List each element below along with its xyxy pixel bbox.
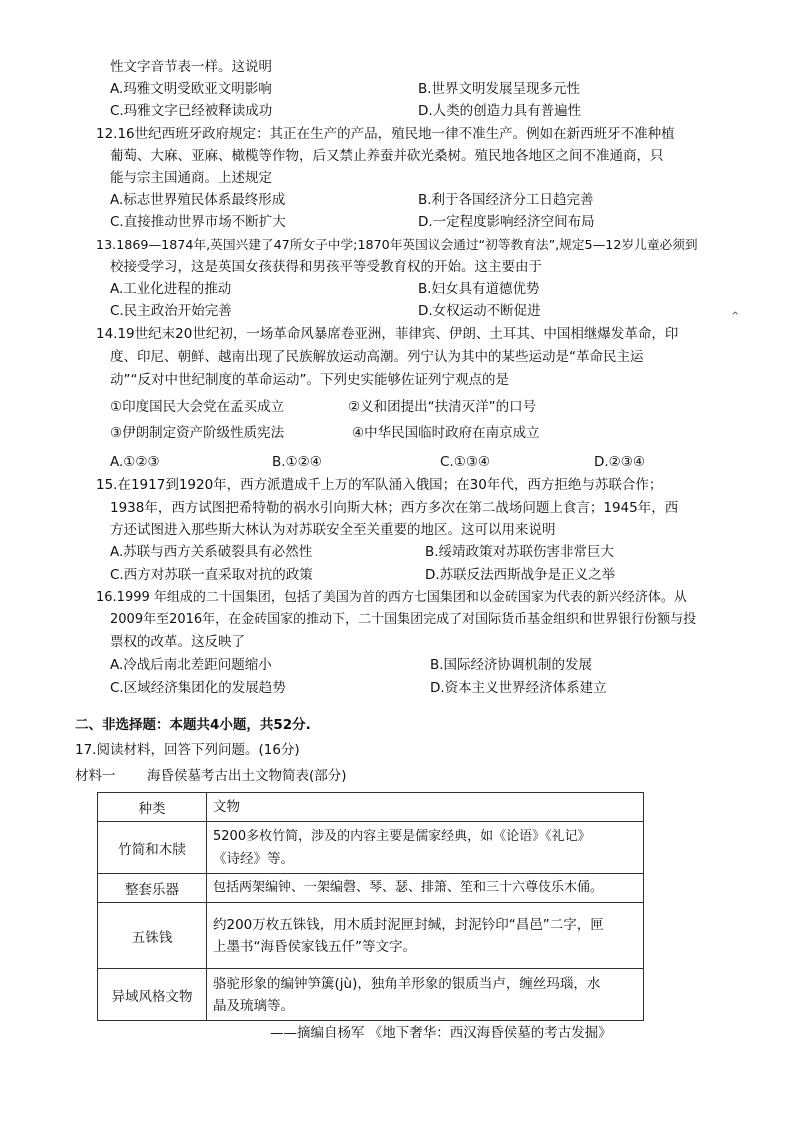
q12-option-a: A.标志世界殖民体系最终形成 <box>110 192 286 208</box>
q14-option-d: D.②③④ <box>594 454 645 470</box>
row-category-instruments: 整套乐器 <box>98 874 207 903</box>
q16-stem-line-2: 2009年至2016年，在金砖国家的推动下，二十国集团完成了对国际货币基金组织和世界银行份额与投 <box>110 612 697 627</box>
q12-option-b: B.利于各国经济分工日趋完善 <box>418 192 594 208</box>
table-row <box>98 969 644 1021</box>
q16-option-d: D.资本主义世界经济体系建立 <box>430 680 607 696</box>
row-relic-instruments <box>207 874 644 903</box>
row-relic-bamboo-slips <box>207 822 644 874</box>
q16-stem-line-3: 票权的改革。这反映了 <box>110 634 245 650</box>
row-category-bamboo-slips: 竹简和木牍 <box>98 822 207 874</box>
q15-stem-line-2: 1938年，西方试图把希特勒的祸水引向斯大林；西方多次在第二战场问题上食言；1945年，西 <box>110 500 679 516</box>
row-text-line: 骆驼形象的编钟笋簴(jù)，独角羊形象的银质当卢，缠丝玛瑙，水 <box>213 975 601 992</box>
q16-option-b: B.国际经济协调机制的发展 <box>430 657 593 673</box>
caret-mark: ^ <box>731 311 740 322</box>
q12-stem-line-2: 葡萄、大麻、亚麻、橄榄等作物，后又禁止养蚕并砍光桑树。殖民地各地区之间不准通商，只 <box>110 148 664 164</box>
q13-option-c: C.民主政治开始完善 <box>110 303 232 319</box>
q13-option-d: D.女权运动不断促进 <box>418 303 541 319</box>
q15-stem-line-3: 方还试图进入那些斯大林认为对苏联安全至关重要的地区。这可以用来说明 <box>110 522 556 538</box>
table-row <box>98 874 644 903</box>
q12-option-d: D.一定程度影响经济空间布局 <box>418 214 595 230</box>
q14-stem-line-3: 动”“反对中世纪制度的革命运动”。下列史实能够佐证列宁观点的是 <box>110 372 509 388</box>
row-text-line: 《诗经》等。 <box>213 850 294 867</box>
row-category-foreign-style: 异域风格文物 <box>98 969 207 1021</box>
q11-option-c: C.玛雅文字已经被释读成功 <box>110 103 273 119</box>
q15-option-b: B.绥靖政策对苏联伤害非常巨大 <box>425 544 615 560</box>
q16-stem-line-1: 16.1999 年组成的二十国集团，包括了美国为首的西方七国集团和以金砖国家为代表的新兴经济体。从 <box>96 590 687 605</box>
q15-option-d: D.苏联反法西斯战争是正义之举 <box>425 567 616 583</box>
row-text-line: 约200万枚五铢钱，用木质封泥匣封缄，封泥钤印“昌邑”二字，匣 <box>213 916 604 933</box>
q13-option-b: B.妇女具有道德优势 <box>418 281 540 297</box>
q13-stem-line-2: 校接受学习，这是英国女孩获得和男孩平等受教育权的开始。这主要由于 <box>110 259 542 275</box>
row-text-line: 上墨书“海昏侯家钱五仟”等文字。 <box>213 938 416 955</box>
header-category: 种类 <box>98 793 207 822</box>
q14-item-2: ②义和团提出“扶清灭洋”的口号 <box>348 399 537 415</box>
q14-stem-line-2: 度、印尼、朝鲜、越南出现了民族解放运动高潮。列宁认为其中的某些运动是“革命民主运 <box>110 349 644 365</box>
q11-option-a: A.玛雅文明受欧亚文明影响 <box>110 81 272 97</box>
q14-item-4: ④中华民国临时政府在南京成立 <box>352 425 540 441</box>
q15-option-c: C.西方对苏联一直采取对抗的政策 <box>110 567 313 583</box>
q14-item-3: ③伊朗制定资产阶级性质宪法 <box>110 425 285 441</box>
q11-option-d: D.人类的创造力具有普遍性 <box>418 103 582 119</box>
q14-option-c: C.①③④ <box>440 454 491 470</box>
q16-option-a: A.冷战后南北差距问题缩小 <box>110 657 272 673</box>
row-text-line: 晶及琉璃等。 <box>213 997 294 1014</box>
q11-continuation: 性文字音节表一样。这说明 <box>110 59 272 75</box>
header-relic: 文物 <box>207 793 644 822</box>
q15-option-a: A.苏联与西方关系破裂具有必然性 <box>110 544 313 560</box>
q14-option-b: B.①②④ <box>272 454 322 470</box>
q12-stem-line-3: 能与宗主国通商。上述规定 <box>110 170 272 186</box>
q13-option-a: A.工业化进程的推动 <box>110 281 232 297</box>
q12-stem-line-1: 12.16世纪西班牙政府规定：其正在生产的产品，殖民地一律不准生产。例如在新西班牙不准种植 <box>96 126 675 142</box>
q17-stem: 17.阅读材料，回答下列问题。(16分) <box>75 742 300 758</box>
table-row <box>98 903 644 969</box>
q16-option-c: C.区域经济集团化的发展趋势 <box>110 680 286 696</box>
row-relic-coins <box>207 903 644 969</box>
q14-option-a: A.①②③ <box>110 454 160 470</box>
q13-stem-line-1: 13.1869—1874年,英国兴建了47所女子中学;1870年英国议会通过“初等教育法”,规定5—12岁儿童必须到 <box>96 237 698 252</box>
section-2-heading: 二、非选择题：本题共4小题，共52分. <box>75 717 311 733</box>
q12-option-c: C.直接推动世界市场不断扩大 <box>110 214 286 230</box>
table-row <box>98 822 644 874</box>
q15-stem-line-1: 15.在1917到1920年，西方派遣成千上万的军队涌入俄国；在30年代，西方拒绝与苏联合作； <box>96 477 663 493</box>
table-header-row <box>98 793 644 822</box>
material-title: 海昏侯墓考古出土文物简表(部分) <box>147 768 347 784</box>
material-label: 材料一 <box>75 768 116 784</box>
q14-item-1: ①印度国民大会党在孟买成立 <box>110 399 285 415</box>
row-category-coins: 五铢钱 <box>98 903 207 969</box>
q11-option-b: B.世界文明发展呈现多元性 <box>418 81 581 97</box>
row-text-line: 5200多枚竹简，涉及的内容主要是儒家经典，如《论语》《礼记》 <box>213 828 591 844</box>
q14-stem-line-1: 14.19世纪末20世纪初，一场革命风暴席卷亚洲，菲律宾、伊朗、土耳其、中国相继爆发革命，印 <box>96 326 679 342</box>
relics-table <box>97 792 644 1021</box>
row-text-line: 包括两架编钟、一架编磬、琴、瑟、排箫、笙和三十六尊伎乐木俑。 <box>213 880 604 895</box>
material-source: ——摘编自杨军 《地下奢华：西汉海昏侯墓的考古发掘》 <box>270 1025 612 1041</box>
row-relic-foreign-style <box>207 969 644 1021</box>
